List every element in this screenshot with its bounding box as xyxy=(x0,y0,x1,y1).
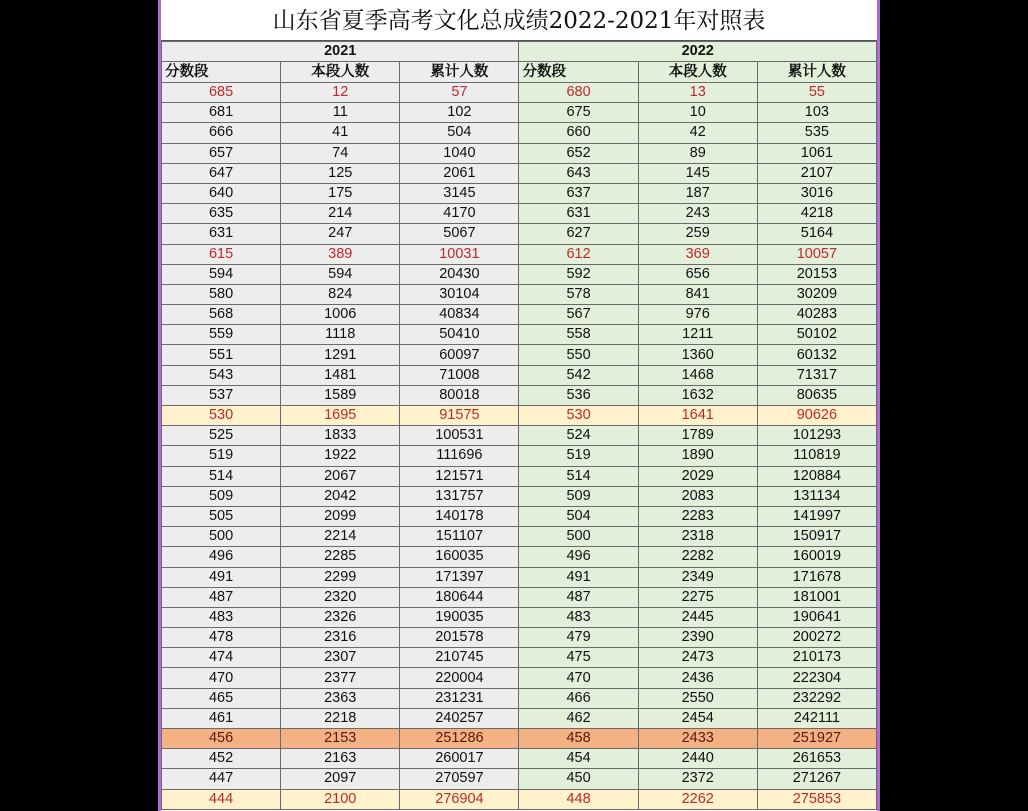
table-row xyxy=(162,668,877,688)
cell-score-2021: 666 xyxy=(162,123,281,143)
cell-cumulative-2021: 71008 xyxy=(400,365,519,385)
cell-count-2022: 1890 xyxy=(638,446,757,466)
col-cumulative-2022: 累计人数 xyxy=(757,62,876,83)
table-row xyxy=(162,527,877,547)
cell-cumulative-2022: 160019 xyxy=(757,547,876,567)
cell-cumulative-2022: 141997 xyxy=(757,506,876,526)
cell-cumulative-2021: 171397 xyxy=(400,567,519,587)
cell-cumulative-2021: 20430 xyxy=(400,264,519,284)
cell-count-2021: 2218 xyxy=(281,708,400,728)
cell-score-2022: 496 xyxy=(519,547,638,567)
cell-score-2021: 465 xyxy=(162,688,281,708)
cell-cumulative-2022: 242111 xyxy=(757,708,876,728)
cell-score-2022: 483 xyxy=(519,607,638,627)
cell-count-2021: 41 xyxy=(281,123,400,143)
cell-count-2021: 2042 xyxy=(281,486,400,506)
cell-cumulative-2021: 57 xyxy=(400,83,519,103)
cell-score-2022: 631 xyxy=(519,204,638,224)
cell-count-2022: 2473 xyxy=(638,648,757,668)
cell-score-2021: 640 xyxy=(162,183,281,203)
cell-count-2021: 1118 xyxy=(281,325,400,345)
cell-score-2022: 504 xyxy=(519,506,638,526)
cell-count-2022: 2262 xyxy=(638,789,757,809)
cell-cumulative-2022: 210173 xyxy=(757,648,876,668)
cell-cumulative-2022: 3016 xyxy=(757,183,876,203)
cell-score-2022: 450 xyxy=(519,769,638,789)
cell-count-2022: 1211 xyxy=(638,325,757,345)
cell-score-2021: 474 xyxy=(162,648,281,668)
cell-cumulative-2021: 121571 xyxy=(400,466,519,486)
cell-count-2022: 2282 xyxy=(638,547,757,567)
cell-score-2022: 558 xyxy=(519,325,638,345)
cell-score-2022: 643 xyxy=(519,163,638,183)
cell-score-2021: 447 xyxy=(162,769,281,789)
cell-count-2021: 74 xyxy=(281,143,400,163)
cell-count-2022: 1641 xyxy=(638,406,757,426)
cell-count-2022: 369 xyxy=(638,244,757,264)
table-row xyxy=(162,426,877,446)
cell-count-2021: 2363 xyxy=(281,688,400,708)
table-row xyxy=(162,547,877,567)
cell-cumulative-2022: 131134 xyxy=(757,486,876,506)
cell-score-2021: 444 xyxy=(162,789,281,809)
cell-cumulative-2022: 2107 xyxy=(757,163,876,183)
col-count-2021: 本段人数 xyxy=(281,62,400,83)
cell-cumulative-2021: 160035 xyxy=(400,547,519,567)
table-row xyxy=(162,244,877,264)
cell-cumulative-2022: 40283 xyxy=(757,305,876,325)
cell-score-2021: 496 xyxy=(162,547,281,567)
cell-score-2021: 452 xyxy=(162,749,281,769)
cell-count-2021: 824 xyxy=(281,284,400,304)
table-row xyxy=(162,567,877,587)
cell-cumulative-2021: 190035 xyxy=(400,607,519,627)
cell-cumulative-2022: 251927 xyxy=(757,729,876,749)
cell-score-2021: 551 xyxy=(162,345,281,365)
cell-cumulative-2021: 4170 xyxy=(400,204,519,224)
cell-count-2021: 1291 xyxy=(281,345,400,365)
cell-count-2022: 243 xyxy=(638,204,757,224)
cell-count-2022: 1360 xyxy=(638,345,757,365)
table-row xyxy=(162,163,877,183)
cell-score-2021: 580 xyxy=(162,284,281,304)
table-row xyxy=(162,688,877,708)
cell-cumulative-2022: 90626 xyxy=(757,406,876,426)
cell-cumulative-2022: 232292 xyxy=(757,688,876,708)
cell-score-2021: 657 xyxy=(162,143,281,163)
cell-score-2022: 470 xyxy=(519,668,638,688)
col-cumulative-2021: 累计人数 xyxy=(400,62,519,83)
cell-score-2021: 631 xyxy=(162,224,281,244)
cell-count-2022: 2283 xyxy=(638,506,757,526)
cell-cumulative-2021: 201578 xyxy=(400,628,519,648)
table-row xyxy=(162,769,877,789)
cell-score-2021: 470 xyxy=(162,668,281,688)
cell-count-2021: 2067 xyxy=(281,466,400,486)
cell-count-2022: 1632 xyxy=(638,385,757,405)
cell-count-2021: 2285 xyxy=(281,547,400,567)
cell-count-2022: 145 xyxy=(638,163,757,183)
cell-count-2021: 2377 xyxy=(281,668,400,688)
table-row xyxy=(162,143,877,163)
cell-score-2021: 635 xyxy=(162,204,281,224)
cell-score-2022: 660 xyxy=(519,123,638,143)
cell-score-2022: 550 xyxy=(519,345,638,365)
cell-count-2021: 2099 xyxy=(281,506,400,526)
cell-score-2021: 559 xyxy=(162,325,281,345)
cell-cumulative-2022: 275853 xyxy=(757,789,876,809)
cell-score-2022: 542 xyxy=(519,365,638,385)
cell-count-2022: 10 xyxy=(638,103,757,123)
cell-cumulative-2021: 151107 xyxy=(400,527,519,547)
cell-count-2021: 594 xyxy=(281,264,400,284)
cell-score-2022: 612 xyxy=(519,244,638,264)
cell-count-2021: 175 xyxy=(281,183,400,203)
cell-score-2021: 525 xyxy=(162,426,281,446)
cell-count-2022: 1468 xyxy=(638,365,757,385)
table-row xyxy=(162,708,877,728)
cell-cumulative-2022: 80635 xyxy=(757,385,876,405)
cell-score-2022: 592 xyxy=(519,264,638,284)
cell-score-2022: 479 xyxy=(519,628,638,648)
cell-count-2021: 1922 xyxy=(281,446,400,466)
cell-cumulative-2021: 3145 xyxy=(400,183,519,203)
cell-score-2021: 594 xyxy=(162,264,281,284)
cell-cumulative-2021: 276904 xyxy=(400,789,519,809)
cell-count-2022: 2349 xyxy=(638,567,757,587)
cell-count-2022: 2029 xyxy=(638,466,757,486)
cell-cumulative-2022: 30209 xyxy=(757,284,876,304)
cell-score-2022: 448 xyxy=(519,789,638,809)
cell-count-2022: 656 xyxy=(638,264,757,284)
cell-score-2021: 537 xyxy=(162,385,281,405)
cell-cumulative-2021: 80018 xyxy=(400,385,519,405)
cell-score-2022: 627 xyxy=(519,224,638,244)
cell-count-2021: 2307 xyxy=(281,648,400,668)
table-row xyxy=(162,365,877,385)
table-row xyxy=(162,466,877,486)
score-comparison-table xyxy=(161,41,877,810)
cell-score-2021: 487 xyxy=(162,587,281,607)
cell-cumulative-2022: 535 xyxy=(757,123,876,143)
year-2021-header: 2021 xyxy=(162,42,519,62)
cell-cumulative-2022: 261653 xyxy=(757,749,876,769)
cell-count-2021: 2097 xyxy=(281,769,400,789)
cell-score-2022: 530 xyxy=(519,406,638,426)
table-row xyxy=(162,789,877,809)
cell-count-2022: 2550 xyxy=(638,688,757,708)
cell-score-2021: 615 xyxy=(162,244,281,264)
cell-score-2022: 578 xyxy=(519,284,638,304)
table-row xyxy=(162,648,877,668)
cell-score-2021: 519 xyxy=(162,446,281,466)
cell-cumulative-2021: 1040 xyxy=(400,143,519,163)
col-score-2021: 分数段 xyxy=(162,62,281,83)
cell-count-2022: 2445 xyxy=(638,607,757,627)
cell-score-2022: 458 xyxy=(519,729,638,749)
cell-score-2022: 466 xyxy=(519,688,638,708)
table-row xyxy=(162,587,877,607)
cell-count-2021: 2214 xyxy=(281,527,400,547)
cell-count-2021: 1695 xyxy=(281,406,400,426)
cell-cumulative-2021: 231231 xyxy=(400,688,519,708)
year-2022-header: 2022 xyxy=(519,42,877,62)
cell-cumulative-2021: 131757 xyxy=(400,486,519,506)
cell-score-2022: 462 xyxy=(519,708,638,728)
cell-count-2022: 2436 xyxy=(638,668,757,688)
cell-count-2022: 2433 xyxy=(638,729,757,749)
cell-cumulative-2022: 20153 xyxy=(757,264,876,284)
cell-score-2022: 491 xyxy=(519,567,638,587)
cell-count-2021: 2163 xyxy=(281,749,400,769)
cell-cumulative-2022: 5164 xyxy=(757,224,876,244)
cell-score-2021: 543 xyxy=(162,365,281,385)
cell-cumulative-2022: 222304 xyxy=(757,668,876,688)
cell-cumulative-2022: 71317 xyxy=(757,365,876,385)
cell-count-2021: 389 xyxy=(281,244,400,264)
cell-cumulative-2021: 180644 xyxy=(400,587,519,607)
table-row xyxy=(162,406,877,426)
cell-cumulative-2021: 100531 xyxy=(400,426,519,446)
table-row xyxy=(162,486,877,506)
cell-cumulative-2021: 220004 xyxy=(400,668,519,688)
cell-score-2021: 647 xyxy=(162,163,281,183)
cell-cumulative-2022: 60132 xyxy=(757,345,876,365)
cell-cumulative-2021: 251286 xyxy=(400,729,519,749)
cell-score-2021: 505 xyxy=(162,506,281,526)
year-header-row xyxy=(162,42,877,62)
cell-cumulative-2022: 10057 xyxy=(757,244,876,264)
cell-score-2021: 456 xyxy=(162,729,281,749)
cell-score-2022: 454 xyxy=(519,749,638,769)
cell-score-2022: 519 xyxy=(519,446,638,466)
cell-cumulative-2022: 190641 xyxy=(757,607,876,627)
cell-score-2021: 500 xyxy=(162,527,281,547)
cell-score-2021: 491 xyxy=(162,567,281,587)
cell-cumulative-2021: 102 xyxy=(400,103,519,123)
table-row xyxy=(162,749,877,769)
cell-count-2021: 12 xyxy=(281,83,400,103)
cell-cumulative-2021: 240257 xyxy=(400,708,519,728)
table-row xyxy=(162,284,877,304)
cell-cumulative-2022: 171678 xyxy=(757,567,876,587)
table-row xyxy=(162,628,877,648)
cell-count-2021: 2320 xyxy=(281,587,400,607)
cell-score-2021: 478 xyxy=(162,628,281,648)
cell-cumulative-2021: 111696 xyxy=(400,446,519,466)
cell-count-2021: 1481 xyxy=(281,365,400,385)
cell-score-2022: 487 xyxy=(519,587,638,607)
cell-count-2022: 259 xyxy=(638,224,757,244)
cell-cumulative-2022: 200272 xyxy=(757,628,876,648)
cell-cumulative-2022: 103 xyxy=(757,103,876,123)
cell-count-2021: 11 xyxy=(281,103,400,123)
table-row xyxy=(162,103,877,123)
cell-cumulative-2022: 110819 xyxy=(757,446,876,466)
cell-score-2022: 475 xyxy=(519,648,638,668)
cell-score-2021: 483 xyxy=(162,607,281,627)
cell-count-2021: 125 xyxy=(281,163,400,183)
cell-cumulative-2022: 4218 xyxy=(757,204,876,224)
cell-score-2021: 530 xyxy=(162,406,281,426)
cell-count-2022: 13 xyxy=(638,83,757,103)
table-row xyxy=(162,305,877,325)
cell-count-2022: 976 xyxy=(638,305,757,325)
cell-cumulative-2021: 40834 xyxy=(400,305,519,325)
cell-count-2022: 42 xyxy=(638,123,757,143)
cell-score-2022: 500 xyxy=(519,527,638,547)
cell-count-2021: 247 xyxy=(281,224,400,244)
table-row xyxy=(162,123,877,143)
cell-score-2021: 685 xyxy=(162,83,281,103)
cell-count-2021: 2100 xyxy=(281,789,400,809)
cell-cumulative-2021: 2061 xyxy=(400,163,519,183)
table-row xyxy=(162,506,877,526)
cell-count-2022: 2318 xyxy=(638,527,757,547)
table-row xyxy=(162,183,877,203)
column-header-row xyxy=(162,62,877,83)
table-row xyxy=(162,729,877,749)
cell-cumulative-2021: 504 xyxy=(400,123,519,143)
cell-score-2022: 536 xyxy=(519,385,638,405)
cell-cumulative-2021: 260017 xyxy=(400,749,519,769)
cell-cumulative-2021: 91575 xyxy=(400,406,519,426)
cell-score-2022: 514 xyxy=(519,466,638,486)
cell-count-2021: 2316 xyxy=(281,628,400,648)
cell-cumulative-2021: 30104 xyxy=(400,284,519,304)
cell-cumulative-2021: 60097 xyxy=(400,345,519,365)
cell-count-2022: 2275 xyxy=(638,587,757,607)
cell-score-2021: 461 xyxy=(162,708,281,728)
cell-score-2022: 652 xyxy=(519,143,638,163)
cell-score-2022: 509 xyxy=(519,486,638,506)
cell-count-2022: 187 xyxy=(638,183,757,203)
cell-score-2022: 567 xyxy=(519,305,638,325)
cell-count-2022: 2372 xyxy=(638,769,757,789)
cell-cumulative-2022: 120884 xyxy=(757,466,876,486)
cell-score-2022: 680 xyxy=(519,83,638,103)
score-table-sheet xyxy=(158,0,880,811)
cell-count-2021: 2153 xyxy=(281,729,400,749)
cell-cumulative-2022: 101293 xyxy=(757,426,876,446)
cell-cumulative-2022: 55 xyxy=(757,83,876,103)
cell-score-2022: 675 xyxy=(519,103,638,123)
cell-score-2022: 524 xyxy=(519,426,638,446)
table-row xyxy=(162,607,877,627)
cell-score-2021: 514 xyxy=(162,466,281,486)
cell-count-2022: 89 xyxy=(638,143,757,163)
cell-count-2022: 1789 xyxy=(638,426,757,446)
col-count-2022: 本段人数 xyxy=(638,62,757,83)
cell-cumulative-2021: 210745 xyxy=(400,648,519,668)
table-row xyxy=(162,325,877,345)
cell-score-2021: 568 xyxy=(162,305,281,325)
table-row xyxy=(162,446,877,466)
cell-cumulative-2021: 140178 xyxy=(400,506,519,526)
cell-count-2022: 2454 xyxy=(638,708,757,728)
table-row xyxy=(162,83,877,103)
cell-count-2022: 2390 xyxy=(638,628,757,648)
page-title: 山东省夏季高考文化总成绩2022-2021年对照表 xyxy=(161,0,877,41)
table-row xyxy=(162,385,877,405)
cell-score-2022: 637 xyxy=(519,183,638,203)
cell-count-2021: 1589 xyxy=(281,385,400,405)
cell-cumulative-2021: 270597 xyxy=(400,769,519,789)
cell-cumulative-2022: 181001 xyxy=(757,587,876,607)
table-row xyxy=(162,204,877,224)
cell-count-2022: 2440 xyxy=(638,749,757,769)
cell-cumulative-2021: 50410 xyxy=(400,325,519,345)
cell-cumulative-2021: 5067 xyxy=(400,224,519,244)
table-row xyxy=(162,224,877,244)
cell-count-2021: 1006 xyxy=(281,305,400,325)
cell-cumulative-2022: 1061 xyxy=(757,143,876,163)
cell-count-2021: 2326 xyxy=(281,607,400,627)
table-row xyxy=(162,345,877,365)
cell-count-2022: 2083 xyxy=(638,486,757,506)
cell-count-2021: 1833 xyxy=(281,426,400,446)
cell-cumulative-2022: 50102 xyxy=(757,325,876,345)
table-row xyxy=(162,264,877,284)
cell-cumulative-2022: 271267 xyxy=(757,769,876,789)
cell-score-2021: 509 xyxy=(162,486,281,506)
cell-count-2022: 841 xyxy=(638,284,757,304)
col-score-2022: 分数段 xyxy=(519,62,638,83)
cell-count-2021: 2299 xyxy=(281,567,400,587)
cell-score-2021: 681 xyxy=(162,103,281,123)
cell-cumulative-2022: 150917 xyxy=(757,527,876,547)
cell-count-2021: 214 xyxy=(281,204,400,224)
cell-cumulative-2021: 10031 xyxy=(400,244,519,264)
